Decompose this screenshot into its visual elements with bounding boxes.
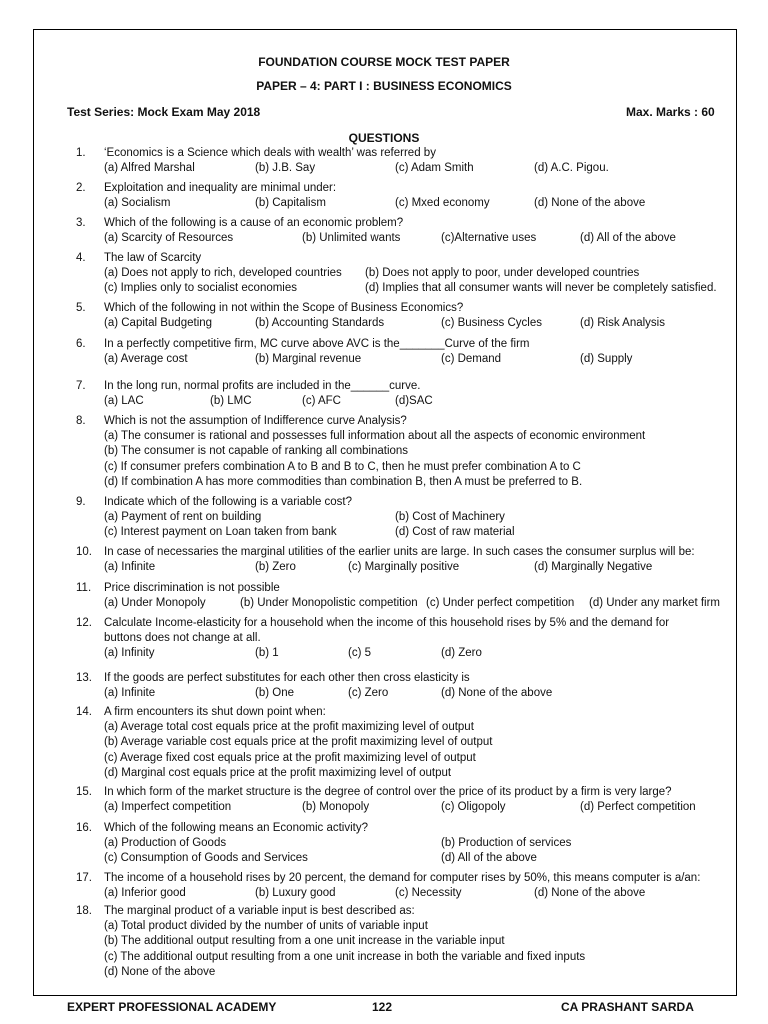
answer-option: (a) Alfred Marshal [104,162,195,175]
answer-option: (a) Inferior good [104,887,186,900]
answer-option: (b) LMC [210,395,252,408]
footer-author: CA PRASHANT SARDA [561,1000,694,1014]
answer-option: (a) Payment of rent on building [104,511,262,524]
question-text: Which is not the assumption of Indifference curve Analysis? [104,415,407,427]
answer-option: (a) Scarcity of Resources [104,232,234,245]
answer-option: (b) The consumer is not capable of ranking all combinations [104,445,409,458]
answer-option: (a) Infinite [104,561,156,574]
question-text: In which form of the market structure is the degree of control over the price of its product by a firm is very large? [104,786,672,798]
answer-option: (a) Infinite [104,687,156,700]
answer-option: (c) Average fixed cost equals price at the profit maximizing level of output [104,751,476,764]
answer-option: (b) Monopoly [302,801,370,814]
question-number: 1. [76,147,86,159]
answer-option: (d) Risk Analysis [580,317,665,330]
answer-option: (a) Infinity [104,647,155,660]
answer-option: (a) Production of Goods [104,837,227,850]
answer-option: (b) Marginal revenue [255,353,362,366]
question-number: 15. [76,786,92,798]
answer-option: (d) If combination A has more commodities than combination B, then A must be preferred to B. [104,475,583,488]
answer-option: (d) All of the above [580,232,676,245]
answer-option: (d) A.C. Pigou. [534,162,609,175]
answer-option: (a) Imperfect competition [104,801,232,814]
answer-option: (d) Supply [580,353,633,366]
answer-option: (a) Average cost [104,353,188,366]
answer-option: (d) Marginally Negative [534,561,653,574]
question-text: Which of the following is a cause of an economic problem? [104,217,404,229]
question-number: 7. [76,380,86,392]
answer-option: (c) Marginally positive [348,561,460,574]
answer-option: (a) Under Monopoly [104,597,206,610]
question-text: Price discrimination is not possible [104,582,280,594]
answer-option: (c) Implies only to socialist economies [104,282,298,295]
question-number: 10. [76,546,92,558]
answer-option: (b) Production of services [441,837,572,850]
question-text: In the long run, normal profits are included in the______curve. [104,380,421,392]
answer-option: (a) Does not apply to rich, developed countries [104,267,342,280]
question-number: 11. [76,582,92,594]
question-text: Calculate Income-elasticity for a household when the income of this household rises by 5% and the demand for [104,617,670,629]
answer-option: (d) Cost of raw material [395,526,515,539]
answer-option: (d) Marginal cost equals price at the profit maximizing level of output [104,766,452,779]
question-text: buttons does not change at all. [104,632,261,645]
answer-option: (b) Unlimited wants [302,232,401,245]
answer-option: (c) AFC [302,395,341,408]
question-number: 2. [76,182,86,194]
answer-option: (a) Socialism [104,197,171,210]
answer-option: (c) 5 [348,647,371,660]
question-number: 4. [76,252,86,264]
question-text: The marginal product of a variable input is best described as: [104,905,415,917]
answer-option: (d) All of the above [441,852,537,865]
answer-option: (c) Demand [441,353,502,366]
answer-option: (d)SAC [395,395,433,408]
answer-option: (c) Adam Smith [395,162,474,175]
answer-option: (c) Mxed economy [395,197,490,210]
answer-option: (c) Consumption of Goods and Services [104,852,308,865]
max-marks: Max. Marks : 60 [626,105,715,119]
answer-option: (c) Under perfect competition [426,597,575,610]
question-number: 17. [76,872,92,884]
answer-option: (b) Average variable cost equals price at the profit maximizing level of output [104,736,493,749]
answer-option: (b) Does not apply to poor, under developed countries [365,267,640,280]
question-text: Which of the following in not within the Scope of Business Economics? [104,302,464,314]
answer-option: (d) Implies that all consumer wants will never be completely satisfied. [365,282,717,295]
answer-option: (b) Under Monopolistic competition [240,597,418,610]
question-text: Indicate which of the following is a variable cost? [104,496,353,508]
answer-option: (a) Capital Budgeting [104,317,213,330]
answer-option: (b) J.B. Say [255,162,316,175]
answer-option: (c) Zero [348,687,389,700]
footer-academy: EXPERT PROFESSIONAL ACADEMY [67,1000,277,1014]
answer-option: (c) Necessity [395,887,462,900]
answer-option: (b) Capitalism [255,197,326,210]
answer-option: (c) Oligopoly [441,801,506,814]
answer-option: (d) None of the above [534,887,646,900]
answer-option: (b) Accounting Standards [255,317,385,330]
answer-option: (b) Cost of Machinery [395,511,505,524]
answer-option: (d) None of the above [104,965,216,978]
answer-option: (b) One [255,687,294,700]
answer-option: (a) The consumer is rational and possesses full information about all the aspects of economic environment [104,430,646,443]
question-number: 3. [76,217,86,229]
question-number: 16. [76,822,92,834]
answer-option: (a) Total product divided by the number of units of variable input [104,920,428,933]
question-text: Which of the following means an Economic activity? [104,822,368,834]
footer-page-number: 122 [372,1000,393,1014]
question-text: A firm encounters its shut down point when: [104,706,326,718]
answer-option: (c) Interest payment on Loan taken from bank [104,526,337,539]
answer-option: (d) None of the above [441,687,553,700]
question-text: The income of a household rises by 20 percent, the demand for computer rises by 50%, this means computer is a/an: [104,872,701,884]
answer-option: (a) LAC [104,395,144,408]
answer-option: (d) Zero [441,647,482,660]
answer-option: (b) 1 [255,647,279,660]
question-number: 5. [76,302,86,314]
question-text: The law of Scarcity [104,252,202,264]
question-text: If the goods are perfect substitutes for each other then cross elasticity is [104,672,470,684]
paper-title: FOUNDATION COURSE MOCK TEST PAPER [258,55,510,69]
question-number: 6. [76,338,86,350]
question-number: 9. [76,496,86,508]
answer-option: (c) The additional output resulting from a one unit increase in both the variable and fixed inputs [104,950,586,963]
question-text: ‘Economics is a Science which deals with wealth’ was referred by [104,147,436,159]
answer-option: (b) The additional output resulting from a one unit increase in the variable input [104,935,505,948]
answer-option: (c)Alternative uses [441,232,537,245]
question-number: 14. [76,706,92,718]
question-text: In case of necessaries the marginal utilities of the earlier units are large. In such cases the consumer surplus will be: [104,546,695,558]
answer-option: (c) Business Cycles [441,317,542,330]
answer-option: (d) Under any market firm [589,597,721,610]
questions-heading: QUESTIONS [348,131,420,145]
question-number: 18. [76,905,92,917]
paper-subtitle: PAPER – 4: PART I : BUSINESS ECONOMICS [256,79,512,93]
test-series: Test Series: Mock Exam May 2018 [67,105,261,119]
question-number: 8. [76,415,86,427]
answer-option: (d) Perfect competition [580,801,696,814]
answer-option: (b) Luxury good [255,887,336,900]
question-number: 13. [76,672,92,684]
question-text: In a perfectly competitive firm, MC curve above AVC is the_______Curve of the firm [104,338,530,350]
answer-option: (b) Zero [255,561,296,574]
answer-option: (d) None of the above [534,197,646,210]
answer-option: (c) If consumer prefers combination A to B and B to C, then he must prefer combination A to C [104,460,581,473]
question-text: Exploitation and inequality are minimal under: [104,182,337,194]
answer-option: (a) Average total cost equals price at the profit maximizing level of output [104,721,474,734]
question-number: 12. [76,617,92,629]
